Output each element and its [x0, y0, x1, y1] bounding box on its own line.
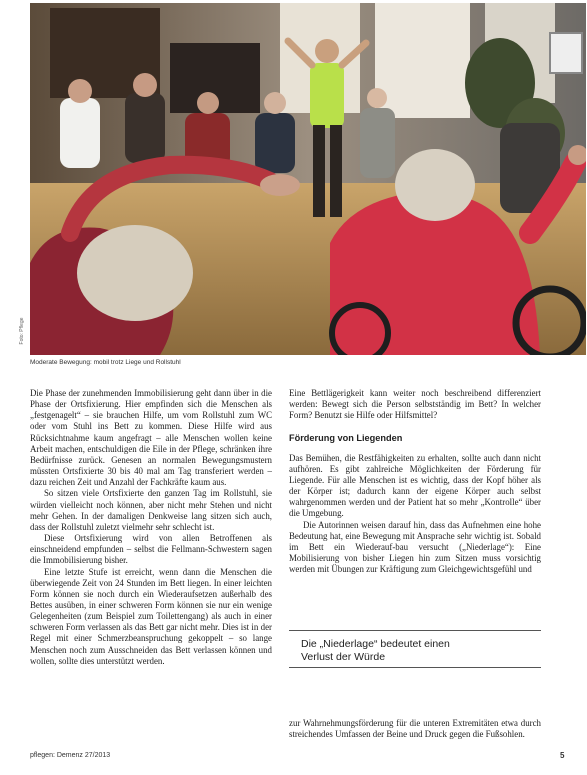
pull-quote	[289, 630, 541, 668]
body-paragraph: So sitzen viele Ortsfixierte den ganzen Tag im Rollstuhl, sie würden vielleicht noch können, aber nicht mehr Stehen und nicht mehr Gehen. In der damaligen Denkweise lang sitzen sich auch, dass der Rollstuhl zuletzt vielmehr sehr schlecht ist.	[30, 488, 272, 532]
intro-paragraph: Eine Bettlägerigkeit kann weiter noch beschreibend differenziert werden: Bewegt sich die Person selbstständig im Bett? In welcher Form? Benutzt sie Hilfe oder Hilfsmittel?	[289, 388, 541, 421]
body-paragraph: Das Bemühen, die Restfähigkeiten zu erhalten, sollte auch dann nicht aufhören. Es gibt zahlreiche Möglichkeiten der Förderung für Liegende. Für alle Menschen ist es wichtig, dass der Kopf höher als der Körper ist; dadurch kann der eigene Körper auch selbst wahrgenommen werden und der Patient hat so mehr „Kontrolle“ über die Umgebung.	[289, 452, 541, 519]
section-heading: Förderung von Liegenden	[289, 433, 403, 444]
body-paragraph-continued: zur Wahrnehmungsförderung für die unteren Extremitäten etwa durch streichendes Umfassen der Beine und Druck gegen die Fußsohlen.	[289, 718, 541, 740]
photo-caption: Moderate Bewegung: mobil trotz Liege und Rollstuhl	[30, 359, 181, 366]
photo-credit: Foto: Pflege	[19, 317, 25, 345]
body-paragraph: Eine letzte Stufe ist erreicht, wenn dann die Menschen die überwiegende Zeit von 24 Stunden im Bett liegen. In einer leichten Form können sie noch durch ein Wiederaufsetzen außerhalb des Bettes ausüben, in einer schweren Form können sie nur ein wenige Gelegenheiten (zum Beispiel zum Toilettengang) als auch in einer schweren Form verlassen als das Bett gar nicht mehr. Dies ist in der Regel mit einer Schmerzbeanspruchung gekoppelt – so lange Menschen noch zum Ausschneiden das Bett verlassen können und wollen, sollte dies unterstützt werden.	[30, 566, 272, 666]
exercise-photo-illustration	[30, 3, 586, 355]
footer-publication: pflegen: Demenz 27/2013	[30, 752, 111, 759]
pull-quote-line: Die „Niederlage“ bedeutet einen	[301, 638, 450, 650]
exercise-photo	[30, 3, 586, 355]
body-paragraph: Diese Ortsfixierung wird von allen Betroffenen als einschneidend empfunden – selbst die Fellmann-Schwestern sagen die Immobilisierung bisher.	[30, 533, 272, 566]
right-column	[289, 388, 541, 575]
pull-quote-line: Verlust der Würde	[301, 651, 386, 663]
body-paragraph: Die Phase der zunehmenden Immobilisierung geht dann über in die Phase der Ortsfixierung. Hier empfinden sich die Menschen als „festgenagelt“ – sie brauchen Hilfe, um vom Rollstuhl zum WC oder vom Stuhl ins Bett zu kommen. Diese Hilfe wird aus Rücksichtnahme kaum angefragt – alle Menschen wollen keine Arbeit machen, entschuldigen die Eile in der Pflege, schränken ihre Bedürfnisse zurück. Genesen an normalen Bewegungsmustern müssten Ortsfixierte 30 bis 40 mal am Tag transferiert werden – dazu reichen Zeit und Anzahl der Fachkräfte kaum aus.	[30, 388, 272, 488]
page-number: 5	[560, 751, 565, 760]
left-column	[30, 388, 272, 667]
body-paragraph: Die Autorinnen weisen darauf hin, dass das Aufnehmen eine hohe Bedeutung hat, eine Bewegung mit Ansprache sehr wichtig ist. Sobald im Bett ein Wiederauf-bau versucht („Niederlage“): Eine Mobilisierung von bisher Liegen hin zum Sitzen muss vorsichtig werden mit Übungen zur Kräftigung zum Gleichgewichtsgefühl und	[289, 519, 541, 575]
